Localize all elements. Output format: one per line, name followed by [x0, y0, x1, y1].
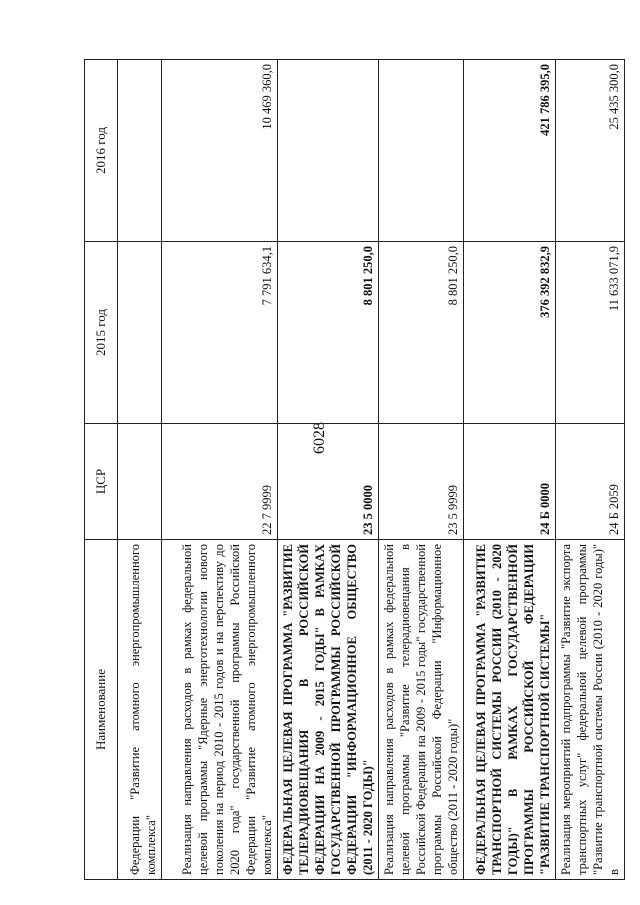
table-row	[464, 60, 556, 880]
row-name: Реализация направления расходов в рамках федеральной целевой программы "Ядерные энерготехнологии нового поколения на период 2010 - 2015 годов и на перспективу до 2020 года" государственной программы Российской Федерации "Развитие атомного энергопромышленного комплекса"	[162, 540, 278, 880]
row-2016	[278, 60, 379, 242]
row-2016	[118, 60, 162, 242]
row-name: Реализация направления расходов в рамках федеральной целевой программы "Развитие телерадиовещания в Российской Федерации на 2009 - 2015 годы" государственной программы Российской Федерации "Информационное общество (2011 - 2020 годы)"	[379, 540, 464, 880]
header-csr: ЦСР	[85, 424, 118, 540]
row-csr: 24 Б 2059	[556, 424, 625, 540]
row-2015	[118, 242, 162, 424]
header-2015: 2015 год	[85, 242, 118, 424]
table-row	[118, 60, 162, 880]
row-2016: 10 469 360,0	[162, 60, 278, 242]
row-name: Федерации "Развитие атомного энергопромышленного комплекса"	[118, 540, 162, 880]
row-csr: 23 5 0000	[278, 424, 379, 540]
table-header-row	[85, 60, 118, 880]
table-row	[556, 60, 625, 880]
row-name: ФЕДЕРАЛЬНАЯ ЦЕЛЕВАЯ ПРОГРАММА "РАЗВИТИЕ ТЕЛЕРАДИОВЕЩАНИЯ В РОССИЙСКОЙ ФЕДЕРАЦИИ НА 2009 - 2015 ГОДЫ" В РАМКАХ ГОСУДАРСТВЕННОЙ ПРОГРАММЫ РОССИЙСКОЙ ФЕДЕРАЦИИ "ИНФОРМАЦИОННОЕ ОБЩЕСТВО (2011 - 2020 ГОДЫ)"	[278, 540, 379, 880]
row-name: ФЕДЕРАЛЬНАЯ ЦЕЛЕВАЯ ПРОГРАММА "РАЗВИТИЕ ТРАНСПОРТНОЙ СИСТЕМЫ РОССИИ (2010 - 2020 ГОДЫ)" В РАМКАХ ГОСУДАРСТВЕННОЙ ПРОГРАММЫ РОССИЙСКОЙ ФЕДЕРАЦИИ "РАЗВИТИЕ ТРАНСПОРТНОЙ СИСТЕМЫ"	[464, 540, 556, 880]
header-name: Наименование	[85, 540, 118, 880]
table-row	[278, 60, 379, 880]
row-2015: 11 633 071,9	[556, 242, 625, 424]
table-row	[162, 60, 278, 880]
budget-table	[84, 59, 625, 880]
row-csr: 24 Б 0000	[464, 424, 556, 540]
page-number: 6028	[311, 422, 328, 454]
row-2015: 376 392 832,9	[464, 242, 556, 424]
row-2016	[379, 60, 464, 242]
row-2015: 7 791 634,1	[162, 242, 278, 424]
row-name: Реализация мероприятий подпрограммы "Развитие экспорта транспортных услуг" федеральной целевой программы "Развитие транспортной системы России (2010 - 2020 годы)" в	[556, 540, 625, 880]
row-2016: 25 435 300,0	[556, 60, 625, 242]
table-row	[379, 60, 464, 880]
row-csr: 23 5 9999	[379, 424, 464, 540]
row-csr	[118, 424, 162, 540]
row-csr: 22 7 9999	[162, 424, 278, 540]
row-2016: 421 786 395,0	[464, 60, 556, 242]
row-2015: 8 801 250,0	[278, 242, 379, 424]
row-2015: 8 801 250,0	[379, 242, 464, 424]
header-2016: 2016 год	[85, 60, 118, 242]
budget-table-rotated-page	[84, 60, 621, 880]
